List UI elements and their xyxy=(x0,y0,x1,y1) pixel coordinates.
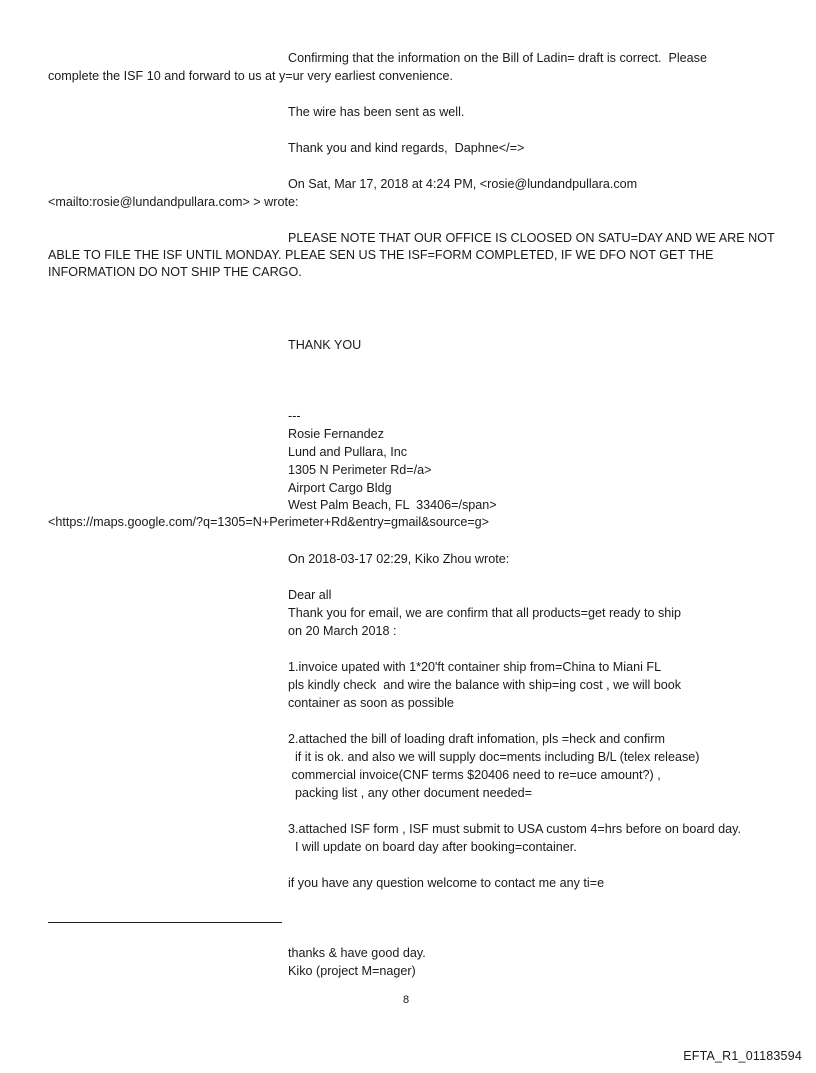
email-line: The wire has been sent as well. xyxy=(288,105,465,119)
signature-address: 1305 N Perimeter Rd=/a> xyxy=(288,463,432,477)
notice-line: ABLE TO FILE THE ISF UNTIL MONDAY. PLEAE SEN US THE ISF=FORM COMPLETED, IF WE DFO NOT GET THE xyxy=(48,248,714,262)
bates-number: EFTA_R1_01183594 xyxy=(683,1049,802,1063)
signature-name: Rosie Fernandez xyxy=(288,427,384,441)
email-line: commercial invoice(CNF terms $20406 need to re=uce amount?) , xyxy=(288,768,661,782)
email-line: 3.attached ISF form , ISF must submit to USA custom 4=hrs before on board day. xyxy=(288,822,741,836)
email-line: I will update on board day after booking=container. xyxy=(288,840,577,854)
signature-address: West Palm Beach, FL 33406=/span> xyxy=(288,498,497,512)
quote-header: On Sat, Mar 17, 2018 at 4:24 PM, <rosie@lundandpullara.com xyxy=(288,177,638,191)
email-greeting: Dear all xyxy=(288,588,332,602)
email-line: if you have any question welcome to contact me any ti=e xyxy=(288,876,605,890)
map-link[interactable]: <https://maps.google.com/?q=1305=N+Perimeter+Rd&entry=gmail&source=g> xyxy=(48,515,490,529)
notice-line: PLEASE NOTE THAT OUR OFFICE IS CLOOSED ON SATU=DAY AND WE ARE NOT xyxy=(288,231,775,245)
page-number: 8 xyxy=(403,994,410,1006)
footnote-divider xyxy=(48,922,282,923)
signature-company: Lund and Pullara, Inc xyxy=(288,445,408,459)
email-line: container as soon as possible xyxy=(288,696,454,710)
email-line: Thank you and kind regards, Daphne</=> xyxy=(288,141,525,155)
email-line: packing list , any other document needed= xyxy=(288,786,532,800)
email-signoff: thanks & have good day. xyxy=(288,946,426,960)
notice-line: INFORMATION DO NOT SHIP THE CARGO. xyxy=(48,265,302,279)
email-line: pls kindly check and wire the balance with ship=ing cost , we will book xyxy=(288,678,682,692)
email-line: Thank you for email, we are confirm that all products=get ready to ship xyxy=(288,606,682,620)
signature-address: Airport Cargo Bldg xyxy=(288,481,392,495)
email-line: Confirming that the information on the Bill of Ladin= draft is correct. Please xyxy=(288,51,707,65)
email-line: complete the ISF 10 and forward to us at y=ur very earliest convenience. xyxy=(48,69,453,83)
email-line: if it is ok. and also we will supply doc=ments including B/L (telex release) xyxy=(288,750,700,764)
email-line: 2.attached the bill of loading draft infomation, pls =heck and confirm xyxy=(288,732,665,746)
signature-separator: --- xyxy=(288,409,301,423)
email-line: 1.invoice upated with 1*20'ft container ship from=China to Miani FL xyxy=(288,660,662,674)
notice-thanks: THANK YOU xyxy=(288,338,362,352)
quote-header: On 2018-03-17 02:29, Kiko Zhou wrote: xyxy=(288,552,510,566)
email-sender: Kiko (project M=nager) xyxy=(288,964,416,978)
email-line: on 20 March 2018 : xyxy=(288,624,397,638)
quote-header: <mailto:rosie@lundandpullara.com> > wrote: xyxy=(48,195,299,209)
